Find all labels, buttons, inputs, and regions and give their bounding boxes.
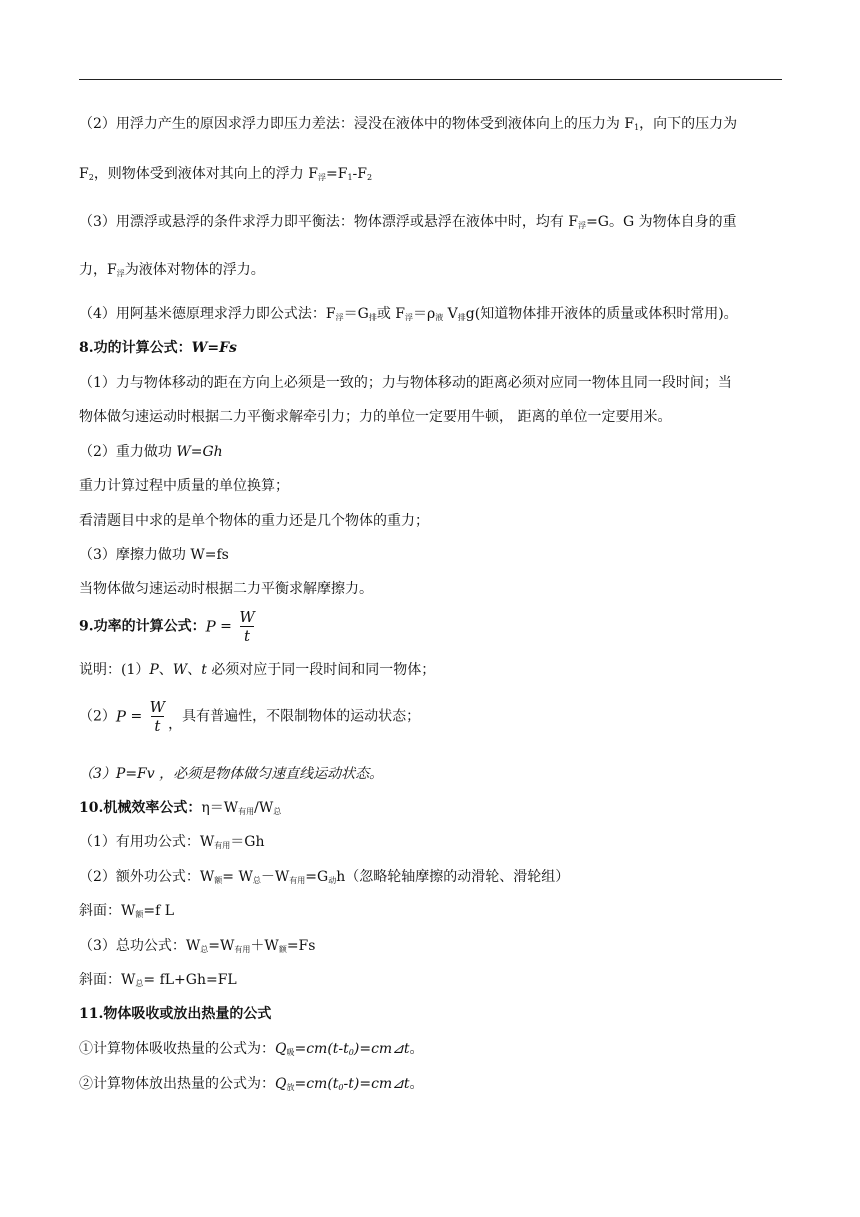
work-note-3: （3）摩擦力做功 W=fs (79, 547, 229, 563)
efficiency-note-3a: 斜面：$W_总= fL+Gh=FL$ (79, 972, 237, 988)
work-note-1-line-1: （1）力与物体移动的距在方向上必须是一致的；力与物体移动的距离必须对应同一物体且同一段时间；当 (79, 375, 732, 391)
buoyancy-method-2-line-2: $F_2$，则物体受到液体对其向上的浮力 $F_浮=F_1-F_2$ (79, 166, 373, 182)
heat-release-formula: ②计算物体放出热量的公式为：$Q_放=cm(t_0-t)=cm⊿t$。 (79, 1076, 424, 1092)
section-8-heading: 8.功的计算公式：W=Fs (79, 340, 237, 356)
power-fraction-2: $\frac{W}{t}$ (149, 698, 166, 735)
work-note-1-line-2: 物体做匀速运动时根据二力平衡求解牵引力；力的单位一定要用牛顿， 距离的单位一定要用米。 (79, 409, 672, 425)
efficiency-note-1: （1）有用功公式：$W_{有用}=Gh$ (79, 834, 265, 850)
efficiency-note-2a: 斜面：$W_额=f$ L (79, 903, 175, 919)
heat-absorb-formula: ①计算物体吸收热量的公式为：$Q_吸=cm(t-t_0)=cm⊿t$。 (79, 1041, 424, 1057)
buoyancy-method-2-line-1: （2）用浮力产生的原因求浮力即压力差法：浸没在液体中的物体受到液体向上的压力为 $F_1$，向下的压力为 (79, 116, 738, 132)
section-10-heading: 10.机械效率公式：$\eta=W_{有用}/W_总$ (79, 800, 282, 816)
work-note-2: （2）重力做功 W=Gh (79, 444, 223, 460)
header-rule (79, 79, 782, 80)
buoyancy-method-4-line: （4）用阿基米德原理求浮力即公式法：$F_浮=G_排$或 $F_浮=\rho_液$ $V_排g$(知道物体排开液体的质量或体积时常用)。 (79, 306, 738, 322)
work-note-2a: 重力计算过程中质量的单位换算； (79, 478, 289, 494)
buoyancy-method-3-line-1: （3）用漂浮或悬浮的条件求浮力即平衡法：物体漂浮或悬浮在液体中时，均有 $F_浮=G$。G 为物体自身的重 (79, 214, 737, 230)
power-note-2: （2）P = $\frac{W}{t}$ ，具有普遍性，不限制物体的运动状态； (79, 698, 421, 735)
section-11-heading: 11.物体吸收或放出热量的公式 (79, 1006, 272, 1022)
buoyancy-method-3-line-2: 力，$F_浮$为液体对物体的浮力。 (79, 262, 265, 278)
work-note-2b: 看清题目中求的是单个物体的重力还是几个物体的重力； (79, 513, 429, 529)
efficiency-note-2: （2）额外功公式：$W_额= W_总-W_{有用}=G_动h$（忽略轮轴摩擦的动滑轮、滑轮组） (79, 869, 570, 885)
section-9-heading: 9.功率的计算公式：P = $\frac{W}{t}$ (79, 608, 255, 645)
efficiency-note-3: （3）总功公式：$W_总=W_{有用}+W_额=Fs$ (79, 938, 316, 954)
power-note-3: （3）P=Fv ，必须是物体做匀速直线运动状态。 (79, 766, 384, 782)
power-note-1: 说明：(1）P、W、t 必须对应于同一段时间和同一物体； (79, 662, 436, 678)
work-note-3a: 当物体做匀速运动时根据二力平衡求解摩擦力。 (79, 581, 373, 597)
power-fraction: $\frac{W}{t}$ (239, 608, 255, 645)
